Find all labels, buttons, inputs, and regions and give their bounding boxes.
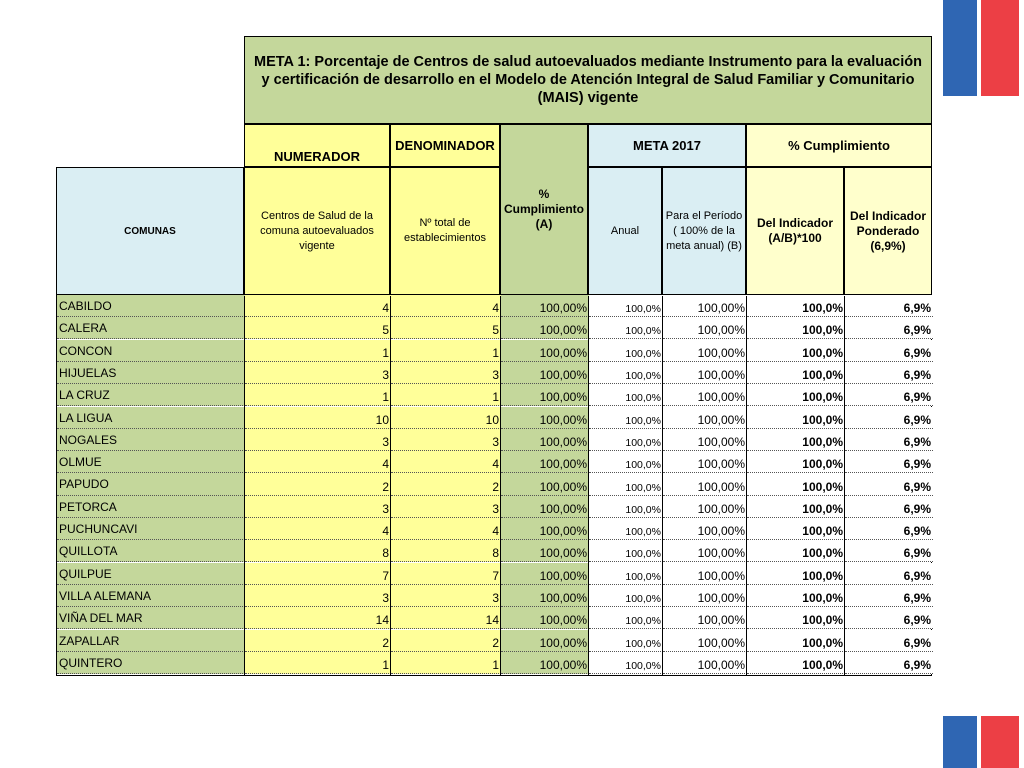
cell-den: 3 [391, 585, 501, 607]
column-divider [588, 296, 589, 675]
cell-comuna: PETORCA [57, 496, 245, 518]
cell-pct: 100,00% [501, 451, 589, 473]
cell-den: 2 [391, 473, 501, 495]
cell-comuna: VILLA ALEMANA [57, 585, 245, 607]
cell-comuna: PAPUDO [57, 473, 245, 495]
cell-periodo: 100,00% [663, 607, 747, 629]
table-row [57, 563, 933, 585]
cell-den: 10 [391, 407, 501, 429]
cell-ind: 100,0% [747, 652, 845, 674]
cell-num: 3 [245, 496, 391, 518]
table-row [57, 540, 933, 562]
cell-pond: 6,9% [845, 340, 933, 362]
cell-comuna: VIÑA DEL MAR [57, 607, 245, 629]
cell-periodo: 100,00% [663, 518, 747, 540]
cell-ind: 100,0% [747, 585, 845, 607]
header-numerador: NUMERADOR [244, 124, 390, 167]
cell-comuna: ZAPALLAR [57, 630, 245, 652]
cell-num: 5 [245, 317, 391, 339]
cell-anual: 100,0% [589, 585, 663, 607]
cell-num: 3 [245, 585, 391, 607]
cell-pond: 6,9% [845, 518, 933, 540]
cell-anual: 100,0% [589, 384, 663, 406]
cell-pond: 6,9% [845, 317, 933, 339]
cell-anual: 100,0% [589, 540, 663, 562]
cell-num: 1 [245, 340, 391, 362]
cell-ind: 100,0% [747, 407, 845, 429]
cell-den: 4 [391, 518, 501, 540]
cell-comuna: OLMUE [57, 451, 245, 473]
cell-periodo: 100,00% [663, 540, 747, 562]
cell-anual: 100,0% [589, 518, 663, 540]
cell-anual: 100,0% [589, 362, 663, 384]
cell-periodo: 100,00% [663, 317, 747, 339]
cell-den: 4 [391, 295, 501, 317]
cell-num: 4 [245, 295, 391, 317]
cell-periodo: 100,00% [663, 295, 747, 317]
cell-pct: 100,00% [501, 317, 589, 339]
cell-den: 1 [391, 340, 501, 362]
column-divider [390, 296, 391, 675]
column-divider [244, 296, 245, 675]
cell-den: 4 [391, 451, 501, 473]
cell-periodo: 100,00% [663, 340, 747, 362]
cell-pond: 6,9% [845, 407, 933, 429]
cell-num: 4 [245, 518, 391, 540]
cell-ind: 100,0% [747, 429, 845, 451]
cell-comuna: HIJUELAS [57, 362, 245, 384]
cell-comuna: PUCHUNCAVI [57, 518, 245, 540]
cell-num: 4 [245, 451, 391, 473]
cell-pct: 100,00% [501, 340, 589, 362]
cell-anual: 100,0% [589, 473, 663, 495]
cell-comuna: QUILLOTA [57, 540, 245, 562]
cell-anual: 100,0% [589, 451, 663, 473]
cell-den: 8 [391, 540, 501, 562]
cell-den: 7 [391, 563, 501, 585]
cell-pct: 100,00% [501, 384, 589, 406]
cell-pct: 100,00% [501, 473, 589, 495]
cell-anual: 100,0% [589, 295, 663, 317]
cell-num: 14 [245, 607, 391, 629]
cell-den: 1 [391, 652, 501, 674]
table-row [57, 496, 933, 518]
cell-periodo: 100,00% [663, 384, 747, 406]
table-row [57, 407, 933, 429]
cell-periodo: 100,00% [663, 652, 747, 674]
table-row [57, 585, 933, 607]
cell-pct: 100,00% [501, 563, 589, 585]
cell-anual: 100,0% [589, 607, 663, 629]
cell-pct: 100,00% [501, 362, 589, 384]
column-divider [662, 296, 663, 675]
cell-num: 2 [245, 473, 391, 495]
table-row [57, 630, 933, 652]
cell-periodo: 100,00% [663, 630, 747, 652]
cell-periodo: 100,00% [663, 362, 747, 384]
cell-periodo: 100,00% [663, 563, 747, 585]
cell-comuna: QUINTERO [57, 652, 245, 674]
table-row [57, 340, 933, 362]
cell-periodo: 100,00% [663, 451, 747, 473]
cell-ind: 100,0% [747, 362, 845, 384]
table-row [57, 473, 933, 495]
cell-ind: 100,0% [747, 630, 845, 652]
cell-comuna: NOGALES [57, 429, 245, 451]
cell-pct: 100,00% [501, 652, 589, 674]
cell-num: 2 [245, 630, 391, 652]
cell-pct: 100,00% [501, 496, 589, 518]
header-total: Nº total de establecimientos [390, 167, 500, 295]
cell-comuna: CALERA [57, 317, 245, 339]
cell-pct: 100,00% [501, 585, 589, 607]
cell-num: 7 [245, 563, 391, 585]
cell-comuna: QUILPUE [57, 563, 245, 585]
header-cumplimiento-a: % Cumplimiento (A) [500, 124, 588, 295]
table-body [56, 295, 932, 676]
table-row [57, 518, 933, 540]
header-indicador: Del Indicador (A/B)*100 [746, 167, 844, 295]
cell-ind: 100,0% [747, 518, 845, 540]
cell-comuna: LA CRUZ [57, 384, 245, 406]
cell-comuna: CABILDO [57, 295, 245, 317]
cell-comuna: LA LIGUA [57, 407, 245, 429]
cell-num: 8 [245, 540, 391, 562]
header-centros: Centros de Salud de la comuna autoevaluados vigente [244, 167, 390, 295]
cell-num: 10 [245, 407, 391, 429]
cell-comuna: CONCON [57, 340, 245, 362]
cell-ind: 100,0% [747, 563, 845, 585]
cell-periodo: 100,00% [663, 407, 747, 429]
table-row [57, 295, 933, 317]
cell-ind: 100,0% [747, 451, 845, 473]
cell-pct: 100,00% [501, 407, 589, 429]
cell-pond: 6,9% [845, 652, 933, 674]
cell-pond: 6,9% [845, 384, 933, 406]
table-row [57, 317, 933, 339]
cell-anual: 100,0% [589, 563, 663, 585]
header-denominador: DENOMINADOR [390, 124, 500, 167]
cell-ind: 100,0% [747, 384, 845, 406]
cell-ind: 100,0% [747, 295, 845, 317]
table-row [57, 384, 933, 406]
cell-den: 2 [391, 630, 501, 652]
cell-den: 3 [391, 429, 501, 451]
cell-pond: 6,9% [845, 607, 933, 629]
cell-pond: 6,9% [845, 540, 933, 562]
cell-den: 3 [391, 362, 501, 384]
cell-pond: 6,9% [845, 496, 933, 518]
cell-pct: 100,00% [501, 295, 589, 317]
cell-pct: 100,00% [501, 518, 589, 540]
meta-table [56, 36, 932, 676]
header-cumplimiento: % Cumplimiento [746, 124, 932, 167]
cell-anual: 100,0% [589, 496, 663, 518]
cell-ind: 100,0% [747, 340, 845, 362]
header-comunas: COMUNAS [56, 167, 244, 295]
cell-pond: 6,9% [845, 429, 933, 451]
cell-num: 3 [245, 429, 391, 451]
cell-num: 1 [245, 652, 391, 674]
header-meta-2017: META 2017 [588, 124, 746, 167]
header-periodo: Para el Período ( 100% de la meta anual) (B) [662, 167, 746, 295]
cell-periodo: 100,00% [663, 429, 747, 451]
cell-num: 1 [245, 384, 391, 406]
header-anual: Anual [588, 167, 662, 295]
header-ponderado: Del Indicador Ponderado (6,9%) [844, 167, 932, 295]
column-divider [746, 296, 747, 675]
table-row [57, 429, 933, 451]
table-row [57, 362, 933, 384]
cell-pond: 6,9% [845, 585, 933, 607]
cell-pct: 100,00% [501, 429, 589, 451]
cell-anual: 100,0% [589, 630, 663, 652]
cell-pond: 6,9% [845, 451, 933, 473]
cell-ind: 100,0% [747, 607, 845, 629]
cell-ind: 100,0% [747, 496, 845, 518]
table-title: META 1: Porcentaje de Centros de salud autoevaluados mediante Instrumento para la evaluación y certificación de desarrollo en el Modelo de Atención Integral de Salud Familiar y Comunitario (MAIS) vigente [244, 36, 932, 124]
cell-ind: 100,0% [747, 317, 845, 339]
cell-pond: 6,9% [845, 630, 933, 652]
table-row [57, 607, 933, 629]
cell-anual: 100,0% [589, 429, 663, 451]
cell-pond: 6,9% [845, 473, 933, 495]
cell-pct: 100,00% [501, 540, 589, 562]
cell-den: 1 [391, 384, 501, 406]
cell-den: 3 [391, 496, 501, 518]
column-divider [844, 296, 845, 675]
flag-decoration-top [943, 0, 1019, 96]
column-divider [500, 296, 501, 675]
cell-anual: 100,0% [589, 317, 663, 339]
cell-periodo: 100,00% [663, 585, 747, 607]
cell-anual: 100,0% [589, 340, 663, 362]
cell-pct: 100,00% [501, 607, 589, 629]
cell-periodo: 100,00% [663, 473, 747, 495]
cell-den: 5 [391, 317, 501, 339]
cell-ind: 100,0% [747, 473, 845, 495]
cell-pond: 6,9% [845, 295, 933, 317]
cell-num: 3 [245, 362, 391, 384]
flag-decoration-bottom [943, 716, 1019, 768]
cell-periodo: 100,00% [663, 496, 747, 518]
cell-anual: 100,0% [589, 407, 663, 429]
cell-pond: 6,9% [845, 563, 933, 585]
cell-den: 14 [391, 607, 501, 629]
cell-pct: 100,00% [501, 630, 589, 652]
table-row [57, 652, 933, 674]
cell-pond: 6,9% [845, 362, 933, 384]
table-row [57, 451, 933, 473]
cell-ind: 100,0% [747, 540, 845, 562]
cell-anual: 100,0% [589, 652, 663, 674]
